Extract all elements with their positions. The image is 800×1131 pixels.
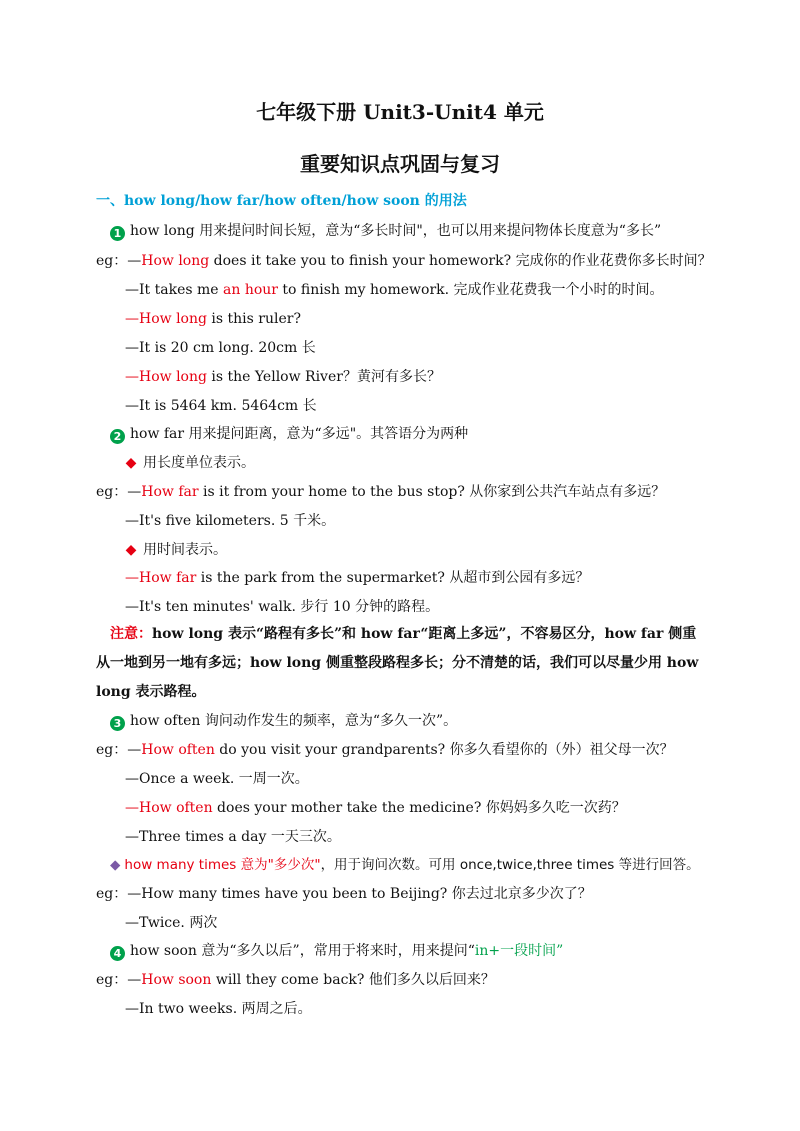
keyword: How far: [139, 570, 197, 586]
diamond-icon: ◆: [125, 455, 137, 471]
example-line: eg：—How far is it from your home to the bus stop? 从你家到公共汽车站点有多远？: [96, 484, 666, 500]
note-label: 注意：: [110, 626, 152, 642]
keyword: How soon: [141, 972, 212, 988]
how-many-times-note: ◆ how many times 意为"多少次"，用于询问次数。可用 once,twice,three times 等进行回答。: [110, 857, 700, 873]
point-3-text: how often 询问动作发生的频率，意为“多久一次”。: [130, 713, 458, 729]
example-line: —How often does your mother take the medicine? 你妈妈多久吃一次药？: [125, 800, 626, 816]
example-line: eg：—How many times have you been to Beijing? 你去过北京多少次了？: [96, 886, 592, 902]
eg-label: eg：: [96, 972, 128, 988]
number-2-icon: 2: [110, 429, 125, 444]
number-4-icon: 4: [110, 946, 125, 961]
page-title: 七年级下册 Unit3-Unit4 单元: [256, 100, 544, 124]
keyword: How long: [139, 311, 207, 327]
number-1-icon: 1: [110, 226, 125, 241]
point-4-text: how soon 意为“多久以后”，常用于将来时，用来提问“: [130, 943, 475, 959]
example-line: —It is 5464 km. 5464cm 长: [125, 398, 317, 414]
example-line: —Twice. 两次: [125, 915, 218, 931]
point-3: [110, 712, 457, 731]
example-line: —Once a week. 一周一次。: [125, 771, 309, 787]
section-heading: 一、how long/how far/how often/how soon 的用法: [96, 193, 467, 209]
example-line: —How long is the Yellow River？黄河有多长？: [125, 369, 441, 385]
example-line: —In two weeks. 两周之后。: [125, 1001, 312, 1017]
eg-label: eg：: [96, 253, 128, 269]
point-2: [110, 425, 468, 444]
example-line: —It takes me an hour to finish my homework. 完成作业花费我一个小时的时间。: [125, 282, 664, 298]
keyword: an hour: [223, 282, 278, 298]
keyword: How often: [141, 742, 215, 758]
eg-label: eg：: [96, 886, 128, 902]
number-3-icon: 3: [110, 716, 125, 731]
point-4: 4 how soon 意为“多久以后”，常用于将来时，用来提问“in+一段时间”: [110, 942, 563, 961]
keyword: How far: [141, 484, 199, 500]
example-line: —It's five kilometers. 5 千米。: [125, 513, 336, 529]
keyword: in+一段时间: [474, 943, 557, 959]
bullet-item: ◆ 用长度单位表示。: [125, 455, 255, 471]
example-line: eg：—How long does it take you to finish your homework? 完成你的作业花费你多长时间？: [96, 253, 712, 269]
example-line: —It's ten minutes' walk. 步行 10 分钟的路程。: [125, 599, 440, 615]
bullet-item: ◆ 用时间表示。: [125, 542, 227, 558]
example-line: eg：—How soon will they come back? 他们多久以后回来？: [96, 972, 495, 988]
diamond-icon: ◆: [110, 857, 121, 873]
keyword: How long: [141, 253, 210, 269]
example-line: —It is 20 cm long. 20cm 长: [125, 340, 316, 356]
note-paragraph: [96, 620, 710, 707]
page-subtitle: 重要知识点巩固与复习: [300, 152, 500, 176]
eg-label: eg：: [96, 742, 128, 758]
example-line: —How far is the park from the supermarket? 从超市到公园有多远？: [125, 570, 590, 586]
point-1: [110, 222, 661, 241]
eg-label: eg：: [96, 484, 128, 500]
diamond-icon: ◆: [125, 542, 137, 558]
keyword: How often: [139, 800, 213, 816]
example-line: —Three times a day 一天三次。: [125, 829, 341, 845]
point-1-text: how long 用来提问时间长短，意为“多长时间"，也可以用来提问物体长度意为“多长”: [130, 223, 662, 239]
example-line: eg：—How often do you visit your grandparents? 你多久看望你的（外）祖父母一次？: [96, 742, 674, 758]
note-text: how long 表示“路程有多长”和 how far“距离上多远”，不容易区分，how far 侧重从一地到另一地有多远；how long 侧重整段路程多长；分不清楚的话，我们可以尽量少用 how long 表示路程。: [96, 626, 699, 700]
keyword: How long: [139, 369, 207, 385]
keyword: how many times: [124, 857, 237, 873]
example-line: —How long is this ruler?: [125, 311, 301, 327]
point-2-text: how far 用来提问距离，意为“多远"。其答语分为两种: [130, 426, 469, 442]
